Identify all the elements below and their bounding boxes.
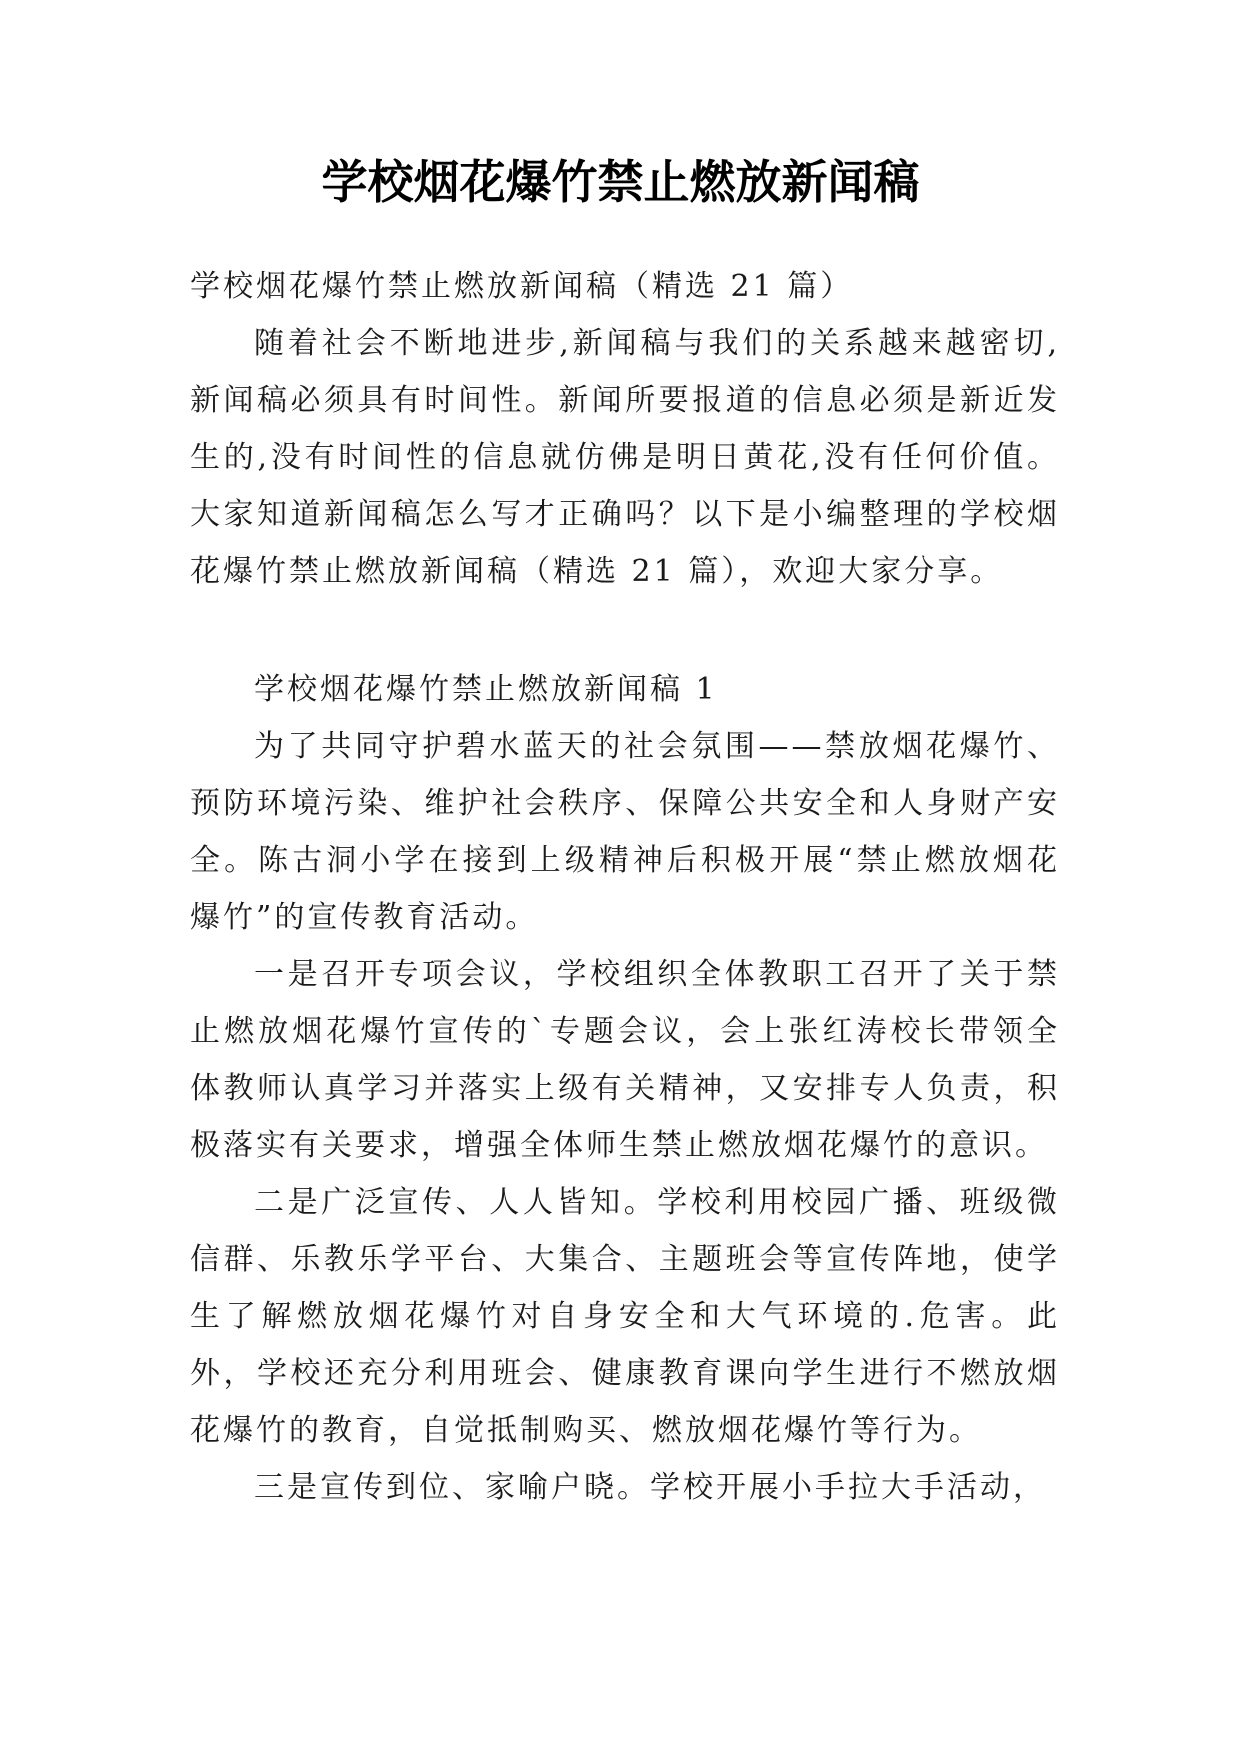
- body-paragraph: 二是广泛宣传、人人皆知。学校利用校园广播、班级微信群、乐教乐学平台、大集合、主题班会等宣传阵地，使学生了解燃放烟花爆竹对自身安全和大气环境的.危害。此外，学校还充分利用班会、健康教育课向学生进行不燃放烟花爆竹的教育，自觉抵制购买、燃放烟花爆竹等行为。: [190, 1185, 1060, 1448]
- document-title: 学校烟花爆竹禁止燃放新闻稿: [321, 155, 920, 209]
- intro-paragraph: 随着社会不断地进步,新闻稿与我们的关系越来越密切,新闻稿必须具有时间性。新闻所要报道的信息必须是新近发生的,没有时间性的信息就仿佛是明日黄花,没有任何价值。大家知道新闻稿怎么写才正确吗？以下是小编整理的学校烟花爆竹禁止燃放新闻稿（精选 21 篇），欢迎大家分享。: [190, 326, 1060, 589]
- section-heading: 学校烟花爆竹禁止燃放新闻稿 1: [254, 672, 718, 707]
- body-paragraph: 为了共同守护碧水蓝天的社会氛围——禁放烟花爆竹、预防环境污染、维护社会秩序、保障公共安全和人身财产安全。陈古洞小学在接到上级精神后积极开展“禁止燃放烟花爆竹”的宣传教育活动。: [190, 729, 1060, 935]
- document-body: [190, 258, 1060, 1516]
- body-paragraph: 一是召开专项会议，学校组织全体教职工召开了关于禁止燃放烟花爆竹宣传的`专题会议，会上张红涛校长带领全体教师认真学习并落实上级有关精神，又安排专人负责，积极落实有关要求，增强全体师生禁止燃放烟花爆竹的意识。: [190, 957, 1060, 1163]
- document-subtitle: 学校烟花爆竹禁止燃放新闻稿（精选 21 篇）: [190, 269, 854, 304]
- body-paragraph: 三是宣传到位、家喻户晓。学校开展小手拉大手活动，: [254, 1470, 1046, 1505]
